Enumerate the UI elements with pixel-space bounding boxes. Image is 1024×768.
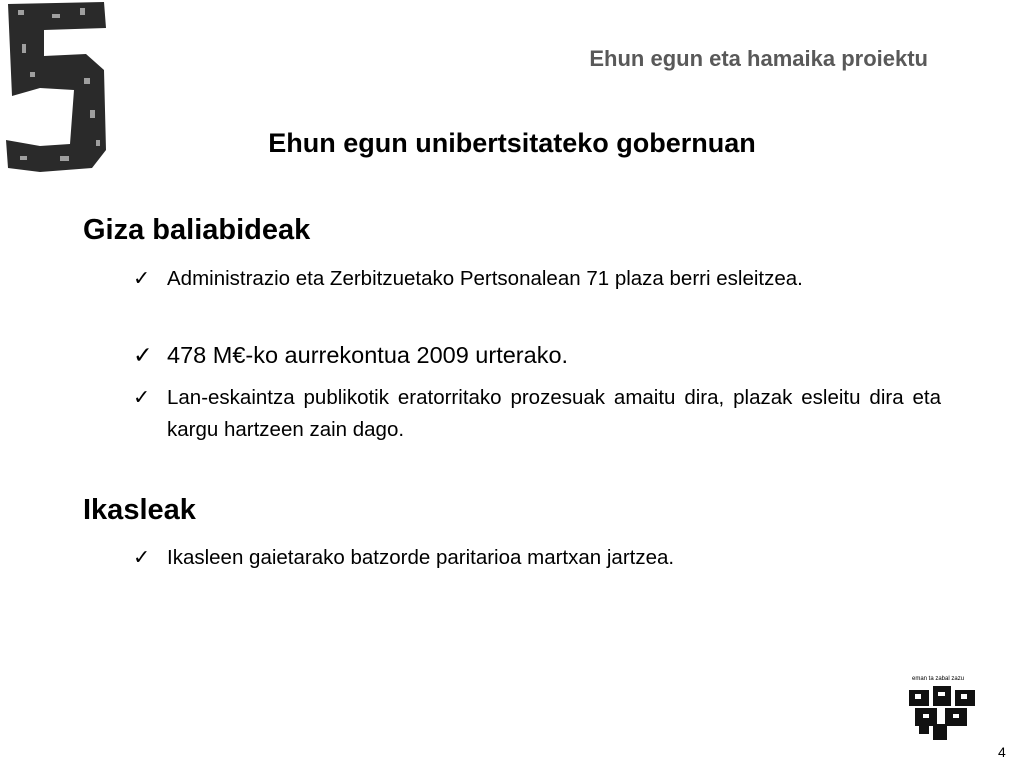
bullet-item	[133, 542, 941, 574]
section-heading-ikasleak: Ikasleak	[83, 494, 196, 526]
logo-motto: eman ta zabal zazu	[912, 676, 965, 682]
university-tree-logo-icon	[905, 676, 979, 742]
slide-subtitle: Ehun egun unibertsitateko gobernuan	[268, 128, 756, 158]
section-heading-giza-baliabideak: Giza baliabideak	[83, 214, 311, 246]
page-number: 4	[998, 744, 1006, 760]
bullet-item	[133, 263, 941, 295]
checkmark-icon: ✓	[133, 342, 153, 368]
bullet-text: Lan-eskaintza publikotik eratorritako prozesuak amaitu dira, plazak esleitu dira eta kargu hartzeen zain dago.	[167, 386, 941, 441]
bullet-text: 478 M€-ko aurrekontua 2009 urterako.	[167, 342, 569, 368]
header-title: Ehun egun eta hamaika proiektu	[589, 46, 928, 71]
bullet-text: Ikasleen gaietarako batzorde paritarioa martxan jartzea.	[167, 546, 675, 569]
checkmark-icon: ✓	[133, 386, 151, 409]
checkmark-icon: ✓	[133, 546, 151, 569]
checkmark-icon: ✓	[133, 267, 151, 290]
bullet-text: Administrazio eta Zerbitzuetako Pertsonalean 71 plaza berri esleitzea.	[167, 267, 803, 290]
bullet-item	[133, 338, 941, 372]
bullet-item	[133, 382, 941, 446]
